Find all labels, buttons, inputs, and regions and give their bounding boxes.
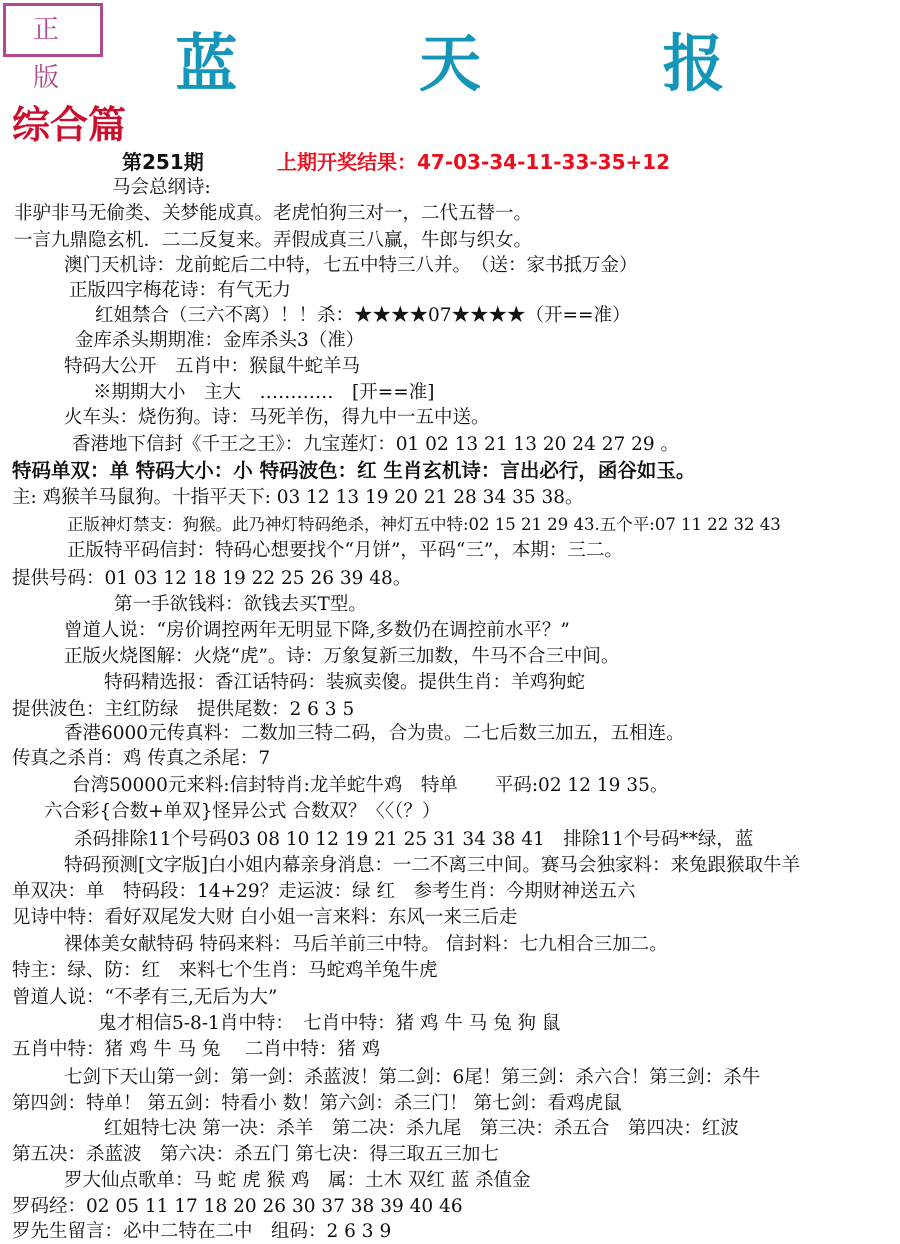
text-line: 正版四字梅花诗：有气无力: [69, 280, 292, 301]
text-line: 香港地下信封《千王之王》：九宝莲灯：01 02 13 21 13 20 24 27 29 。: [72, 434, 680, 455]
text-line: 正版特平码信封：特码心想要找个“月饼”，平码“三”，本期：三二。: [67, 540, 623, 561]
text-line: 第一手欲钱料：欲钱去买T型。: [114, 594, 367, 615]
text-line: 马会总纲诗:: [112, 177, 211, 198]
text-line: 鬼才相信5-8-1肖中特： 七肖中特：猪 鸡 牛 马 兔 狗 鼠: [98, 1013, 561, 1034]
text-line: 特码单双：单 特码大小：小 特码波色：红 生肖玄机诗：言出必行，函谷如玉。: [12, 459, 696, 482]
text-line: 罗先生留言：必中二特在二中 组码：2 6 3 9: [12, 1221, 392, 1242]
text-line: 提供号码：01 03 12 18 19 22 25 26 39 48。: [12, 568, 412, 589]
masthead-title: 蓝 天 报: [175, 27, 805, 100]
text-line: 主: 鸡猴羊马鼠狗。十指平天下: 03 12 13 19 20 21 28 34 35 38。: [12, 487, 584, 508]
text-line: 特码精选报：香江话特码：装疯卖傻。提供生肖：羊鸡狗蛇: [104, 672, 586, 693]
text-line: 六合彩{合数+单双}怪异公式 合数双？〈〈（？）: [44, 801, 441, 822]
text-line: 曾道人说：“房价调控两年无明显下降,多数仍在调控前水平？”: [64, 620, 570, 641]
text-line: 台湾50000元来料:信封特肖:龙羊蛇牛鸡 特单 平码:02 12 19 35。: [72, 775, 669, 796]
text-line: 一言九鼎隐玄机．二二反复来。弄假成真三八赢，牛郎与织女。: [14, 230, 533, 251]
text-line: 金库杀头期期准：金库杀头3（准）: [75, 330, 365, 351]
text-line: 香港6000元传真料：二数加三特二码，合为贵。二七后数三加五，五相连。: [64, 723, 685, 744]
text-line: 火车头：烧伤狗。诗：马死羊伤，得九中一五中送。: [64, 407, 490, 428]
text-line: 特码预测[文字版]白小姐内幕亲身消息：一二不离三中间。赛马会独家料：来兔跟猴取牛羊: [64, 855, 800, 876]
text-line: 杀码排除11个号码03 08 10 12 19 21 25 31 34 38 41 排除11个号码**绿，蓝: [74, 829, 754, 850]
text-line: 第五决：杀蓝波 第六决：杀五门 第七决：得三取五三加七: [12, 1144, 499, 1165]
text-line: ※期期大小 主大 ………… [开==准]: [93, 382, 435, 403]
text-line: 罗大仙点歌单：马 蛇 虎 猴 鸡 属：土木 双红 蓝 杀值金: [64, 1170, 531, 1191]
text-line: 红姐禁合（三六不离）！！杀：★★★★07★★★★（开==准）: [95, 305, 631, 326]
issue-number: 第251期: [122, 150, 204, 174]
text-line: 红姐特七决 第一决：杀羊 第二决：杀九尾 第三决：杀五合 第四决：红波: [104, 1118, 739, 1139]
text-line: 单双决：单 特码段：14+29？走运波：绿 红 参考生肖：今期财神送五六: [12, 881, 636, 902]
text-line: 传真之杀肖：鸡 传真之杀尾：7: [12, 748, 271, 769]
last-draw-result: 上期开奖结果：47-03-34-11-33-35+12: [277, 150, 671, 174]
text-line: 非驴非马无偷类、关梦能成真。老虎怕狗三对一，二代五替一。: [14, 203, 533, 224]
text-line: 裸体美女献特码 特码来料：马后羊前三中特。 信封料：七九相合三加二。: [64, 934, 668, 955]
text-line: 五肖中特：猪 鸡 牛 马 兔 二肖中特：猪 鸡: [12, 1039, 381, 1060]
text-line: 澳门天机诗：龙前蛇后二中特，七五中特三八并。 （送：家书抵万金）: [64, 255, 638, 276]
text-line: 第四剑：特单！ 第五剑：特看小 数！第六剑：杀三门！ 第七剑：看鸡虎鼠: [12, 1093, 622, 1114]
section-title: 综合篇: [12, 102, 127, 147]
text-line: 曾道人说：“不孝有三,无后为大”: [12, 987, 278, 1008]
text-line: 正版神灯禁支：狗猴。此乃神灯特码绝杀，神灯五中特:02 15 21 29 43.五个平:07 11 22 32 43: [67, 515, 781, 534]
text-line: 七剑下天山第一剑：第一剑：杀蓝波！第二剑：6尾！第三剑：杀六合！第三剑：杀牛: [64, 1067, 761, 1088]
text-line: 提供波色：主红防绿 提供尾数：2 6 3 5: [12, 699, 355, 720]
text-line: 正版火烧图解：火烧“虎”。诗：万象复新三加数，牛马不合三中间。: [64, 646, 620, 667]
text-line: 特码大公开 五肖中：猴鼠牛蛇羊马: [64, 356, 361, 377]
authentic-badge: 正 版: [3, 3, 103, 57]
text-line: 见诗中特：看好双尾发大财 白小姐一言来料：东风一来三后走: [12, 907, 518, 928]
text-line: 罗码经：02 05 11 17 18 20 26 30 37 38 39 40 46: [12, 1196, 463, 1217]
text-line: 特主：绿、防：红 来料七个生肖：马蛇鸡羊兔牛虎: [12, 960, 438, 981]
